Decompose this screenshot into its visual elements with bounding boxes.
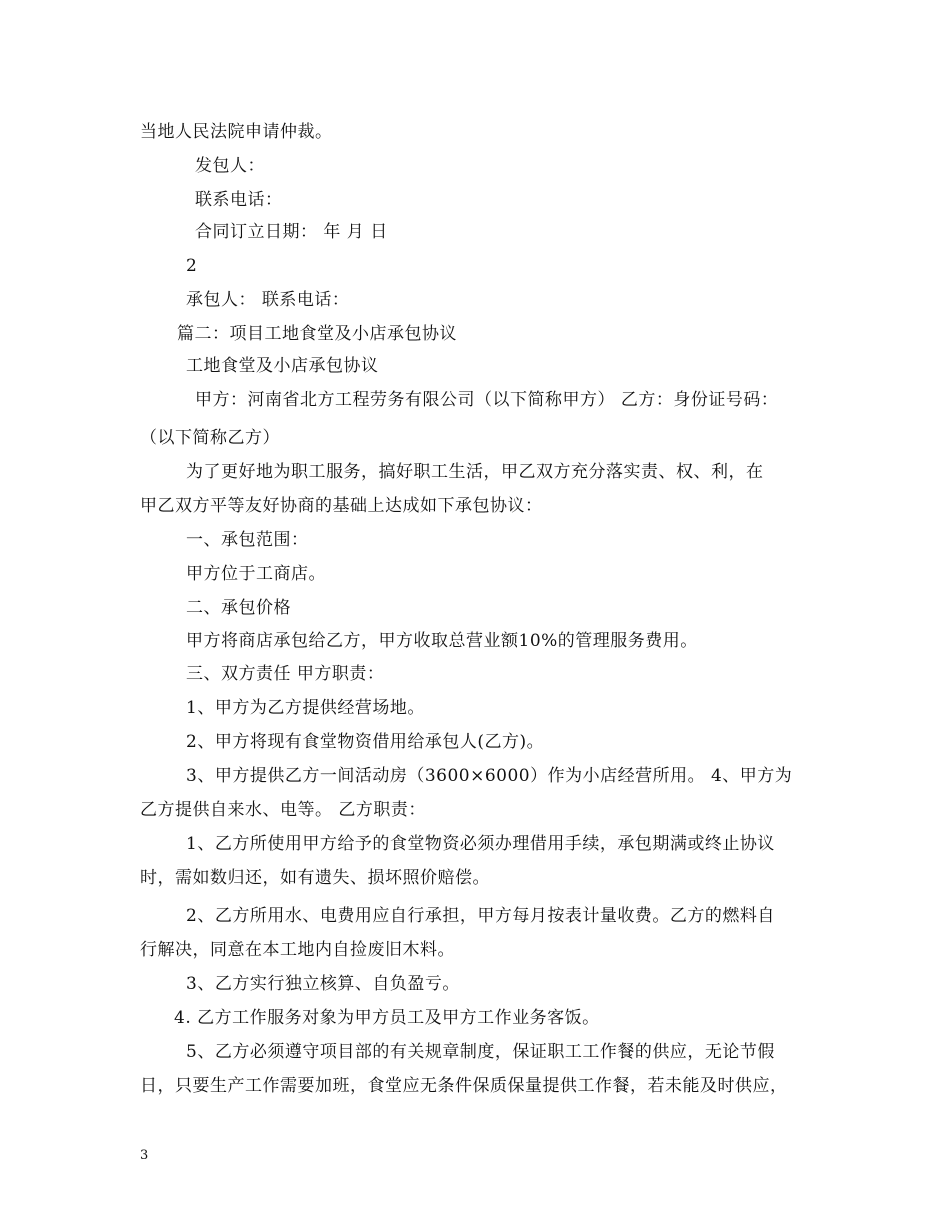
text-line: 4. 乙方工作服务对象为甲方员工及甲方工作业务客饭。: [174, 1008, 600, 1028]
text-line: 一、承包范围：: [186, 530, 309, 550]
text-line: 乙方提供自来水、电等。 乙方职责：: [140, 800, 426, 820]
text-line: 时，需如数归还，如有遗失、损坏照价赔偿。: [140, 868, 490, 888]
text-line: 当地人民法院申请仲裁。: [140, 122, 333, 142]
text-line: 承包人： 联系电话：: [186, 290, 350, 310]
text-line: 2: [186, 256, 198, 276]
text-line: 发包人：: [195, 156, 265, 176]
text-line: 1、乙方所使用甲方给予的食堂物资必须办理借用手续，承包期满或终止协议: [186, 834, 775, 854]
text-line: 1、甲方为乙方提供经营场地。: [186, 698, 425, 718]
text-line: 甲方：河南省北方工程劳务有限公司（以下简称甲方） 乙方：身份证号码：: [195, 390, 779, 410]
text-line: 5、乙方必须遵守项目部的有关规章制度，保证职工工作餐的供应，无论节假: [186, 1042, 775, 1062]
text-line: 三、双方责任 甲方职责：: [186, 664, 385, 684]
text-line: 工地食堂及小店承包协议: [186, 356, 379, 376]
text-line: 甲方将商店承包给乙方，甲方收取总营业额10%的管理服务费用。: [186, 631, 698, 651]
text-line: 为了更好地为职工服务，搞好职工生活，甲乙双方充分落实责、权、利，在: [186, 462, 764, 482]
text-line: （以下简称乙方）: [140, 428, 280, 448]
text-line: 2、乙方所用水、电费用应自行承担，甲方每月按表计量收费。乙方的燃料自: [186, 906, 775, 926]
text-line: 联系电话：: [195, 190, 283, 210]
text-line: 行解决，同意在本工地内自捡废旧木料。: [140, 940, 455, 960]
text-line: 2、甲方将现有食堂物资借用给承包人(乙方)。: [186, 732, 545, 752]
text-line: 合同订立日期： 年 月 日: [195, 222, 388, 242]
text-line: 甲乙双方平等友好协商的基础上达成如下承包协议：: [140, 496, 543, 516]
text-line: 二、承包价格: [186, 598, 291, 618]
text-line: 3、甲方提供乙方一间活动房（3600×6000）作为小店经营所用。 4、甲方为: [186, 766, 793, 786]
page-number: 3: [140, 1148, 149, 1163]
text-line: 篇二：项目工地食堂及小店承包协议: [177, 324, 457, 344]
text-line: 3、乙方实行独立核算、自负盈亏。: [186, 974, 460, 994]
text-line: 甲方位于工商店。: [186, 564, 326, 584]
text-line: 日，只要生产工作需要加班，食堂应无条件保质保量提供工作餐，若未能及时供应，: [140, 1076, 788, 1096]
